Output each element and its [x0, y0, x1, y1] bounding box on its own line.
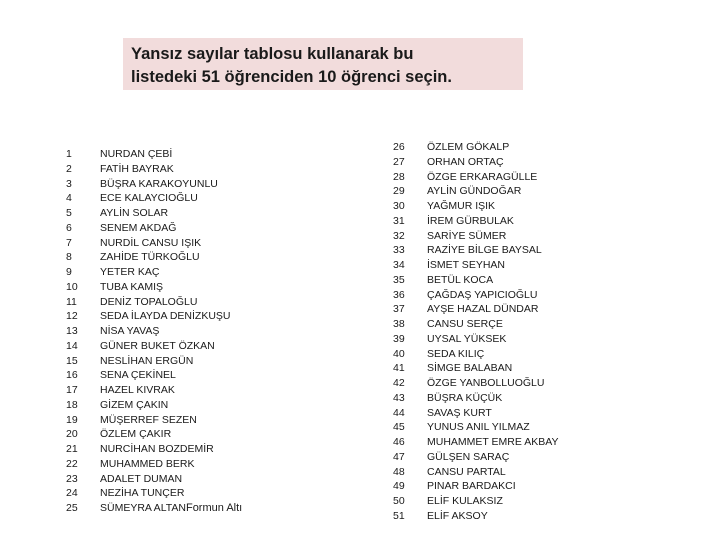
student-name-text: NURDİL CANSU IŞIK	[100, 236, 202, 249]
student-number: 13	[66, 325, 78, 337]
student-number: 7	[66, 236, 72, 249]
student-number: 32	[393, 229, 405, 242]
student-number: 46	[393, 436, 405, 448]
student-number: 4	[66, 192, 72, 205]
student-name	[100, 221, 176, 236]
student-name	[427, 258, 505, 273]
student-name-text: MUHAMMET EMRE AKBAY	[427, 436, 559, 448]
student-name-text: MÜŞERREF SEZEN	[100, 413, 197, 426]
student-name	[100, 162, 174, 177]
student-name-text: GÜLŞEN SARAÇ	[427, 450, 510, 463]
student-number: 43	[393, 391, 405, 404]
student-name-text: YUNUS ANIL YILMAZ	[427, 421, 530, 434]
student-name	[427, 273, 493, 288]
student-number: 8	[66, 251, 72, 264]
student-name	[427, 450, 509, 465]
student-number: 37	[393, 303, 405, 316]
student-name	[100, 368, 176, 383]
student-number: 28	[393, 170, 405, 183]
student-name-text: SÜMEYRA ALTAN	[100, 502, 186, 514]
student-name-text: YAĞMUR IŞIK	[427, 200, 496, 212]
student-name	[100, 295, 197, 310]
student-number: 3	[66, 177, 72, 190]
student-name	[427, 406, 492, 421]
student-name	[100, 486, 184, 501]
student-name-text: SARİYE SÜMER	[427, 229, 507, 242]
student-name-text: BÜŞRA KÜÇÜK	[427, 391, 503, 404]
student-name	[100, 280, 163, 295]
student-name	[427, 229, 506, 244]
student-name	[100, 206, 168, 221]
student-name	[427, 243, 542, 258]
student-name-text: SEDA KILIÇ	[427, 347, 485, 360]
student-name-text: ÖZGE ERKARAGÜLLE	[427, 170, 538, 183]
student-name	[427, 288, 537, 303]
student-name	[100, 265, 160, 280]
student-name	[100, 177, 218, 192]
student-name-text: DENİZ TOPALOĞLU	[100, 295, 198, 308]
student-name	[100, 339, 215, 354]
student-name	[427, 376, 544, 391]
student-name	[427, 465, 506, 480]
student-number: 38	[393, 318, 405, 330]
student-number: 6	[66, 221, 72, 234]
student-number: 27	[393, 155, 405, 168]
student-name-text: CANSU PARTAL	[427, 465, 506, 478]
student-name	[427, 199, 495, 214]
student-name-text: ELİF AKSOY	[427, 509, 488, 522]
student-number: 2	[66, 162, 72, 175]
student-name	[100, 236, 201, 251]
student-number: 51	[393, 509, 405, 522]
student-name-text: TUBA KAMIŞ	[100, 280, 164, 293]
student-name-text: NURDAN ÇEBİ	[100, 148, 173, 160]
student-number: 50	[393, 495, 405, 507]
student-name	[427, 494, 503, 509]
student-name-text: ORHAN ORTAÇ	[427, 155, 504, 168]
student-number: 36	[393, 288, 405, 301]
student-name	[100, 472, 182, 487]
student-name	[427, 479, 516, 494]
student-name-text: YETER KAÇ	[100, 266, 160, 278]
student-name	[100, 354, 193, 369]
student-name	[100, 442, 214, 457]
student-name	[427, 509, 488, 524]
student-name	[427, 317, 503, 332]
student-number: 12	[66, 310, 78, 323]
student-name	[427, 170, 537, 185]
student-name-text: RAZİYE BİLGE BAYSAL	[427, 244, 542, 257]
student-name-text: ÇAĞDAŞ YAPICIOĞLU	[427, 288, 538, 301]
student-name-text: NİSA YAVAŞ	[100, 325, 160, 337]
student-name-text: MUHAMMED BERK	[100, 457, 195, 470]
student-number: 21	[66, 443, 78, 455]
student-name-text: ÖZGE YANBOLLUOĞLU	[427, 377, 545, 389]
student-name-text: SENEM AKDAĞ	[100, 221, 177, 234]
student-number: 42	[393, 377, 405, 389]
student-name	[427, 214, 514, 229]
student-name	[427, 184, 521, 199]
student-number: 35	[393, 273, 405, 286]
instruction-line-1: Yansız sayılar tablosu kullanarak bu	[131, 45, 414, 63]
student-number: 10	[66, 280, 78, 293]
student-name	[427, 361, 512, 376]
student-number: 15	[66, 354, 78, 367]
student-name	[100, 250, 200, 265]
student-name-text: İSMET SEYHAN	[427, 259, 505, 271]
student-number: 30	[393, 200, 405, 212]
student-name	[100, 413, 197, 428]
student-number: 11	[66, 295, 77, 308]
student-number: 40	[393, 347, 405, 360]
student-number: 26	[393, 141, 405, 153]
student-name-text: NURCİHAN BOZDEMİR	[100, 443, 214, 455]
student-name-text: BETÜL KOCA	[427, 273, 494, 286]
form-bottom-label: Formun Altı	[185, 502, 243, 514]
student-number: 17	[66, 384, 78, 396]
student-number: 1	[66, 148, 72, 160]
student-number: 45	[393, 421, 405, 434]
student-number: 22	[66, 457, 78, 470]
student-name	[100, 147, 172, 162]
student-name-text: SİMGE BALABAN	[427, 362, 513, 375]
student-number: 41	[393, 362, 405, 375]
student-number: 23	[66, 472, 78, 485]
student-number: 47	[393, 450, 405, 463]
student-name-text: AYLİN SOLAR	[100, 207, 169, 219]
student-number: 44	[393, 406, 405, 419]
instruction-line-2: listedeki 51 öğrenciden 10 öğrenci seçin.	[131, 68, 452, 86]
student-name	[427, 155, 504, 170]
student-name-text: ECE KALAYCIOĞLU	[100, 192, 198, 205]
student-name-text: GÜNER BUKET ÖZKAN	[100, 339, 215, 352]
student-number: 49	[393, 480, 405, 493]
student-name-text: GİZEM ÇAKIN	[100, 398, 169, 411]
student-number: 9	[66, 266, 72, 278]
student-name	[427, 420, 530, 435]
student-number: 16	[66, 369, 78, 382]
student-name-text: ÖZLEM GÖKALP	[427, 141, 510, 153]
student-name-text: AYŞE HAZAL DÜNDAR	[427, 303, 539, 316]
student-name-text: ZAHİDE TÜRKOĞLU	[100, 251, 200, 264]
student-name-text: PINAR BARDAKCI	[427, 480, 516, 493]
student-name-text: AYLİN GÜNDOĞAR	[427, 185, 522, 198]
student-number: 29	[393, 185, 405, 198]
student-name-text: SENA ÇEKİNEL	[100, 369, 176, 382]
student-name-text: SEDA İLAYDA DENİZKUŞU	[100, 310, 231, 323]
student-name-text: ÖZLEM ÇAKIR	[100, 428, 172, 441]
student-number: 33	[393, 244, 405, 257]
student-name	[100, 383, 175, 398]
student-name	[427, 347, 484, 362]
student-number: 20	[66, 428, 78, 441]
student-name	[427, 302, 538, 317]
student-number: 5	[66, 207, 72, 219]
student-name-text: FATİH BAYRAK	[100, 162, 174, 175]
student-name	[100, 398, 168, 413]
student-name-text: HAZEL KIVRAK	[100, 384, 175, 396]
student-number: 19	[66, 413, 78, 426]
student-number: 48	[393, 465, 405, 478]
student-number: 24	[66, 487, 78, 500]
student-name	[427, 435, 558, 450]
student-name-text: İREM GÜRBULAK	[427, 214, 514, 227]
student-name	[427, 332, 506, 347]
instruction-box	[123, 38, 523, 90]
student-name	[100, 457, 195, 472]
student-number: 25	[66, 502, 78, 514]
student-name	[100, 309, 231, 324]
student-name-text: ELİF KULAKSIZ	[427, 495, 503, 507]
student-number: 31	[393, 214, 405, 227]
student-name	[427, 391, 502, 406]
student-name-text: UYSAL YÜKSEK	[427, 332, 507, 345]
student-name	[100, 324, 159, 339]
student-name	[100, 427, 171, 442]
student-number: 18	[66, 398, 78, 411]
student-name-text: BÜŞRA KARAKOYUNLU	[100, 177, 218, 190]
student-name-text: NEZİHA TUNÇER	[100, 487, 185, 500]
student-name-text: CANSU SERÇE	[427, 318, 503, 330]
student-name	[100, 191, 198, 206]
student-name	[100, 501, 242, 516]
student-number: 14	[66, 339, 78, 352]
student-name	[427, 140, 509, 155]
student-number: 39	[393, 332, 405, 345]
student-name-text: NESLİHAN ERGÜN	[100, 354, 194, 367]
student-number: 34	[393, 259, 405, 271]
student-name-text: SAVAŞ KURT	[427, 406, 492, 419]
student-name-text: ADALET DUMAN	[100, 472, 183, 485]
